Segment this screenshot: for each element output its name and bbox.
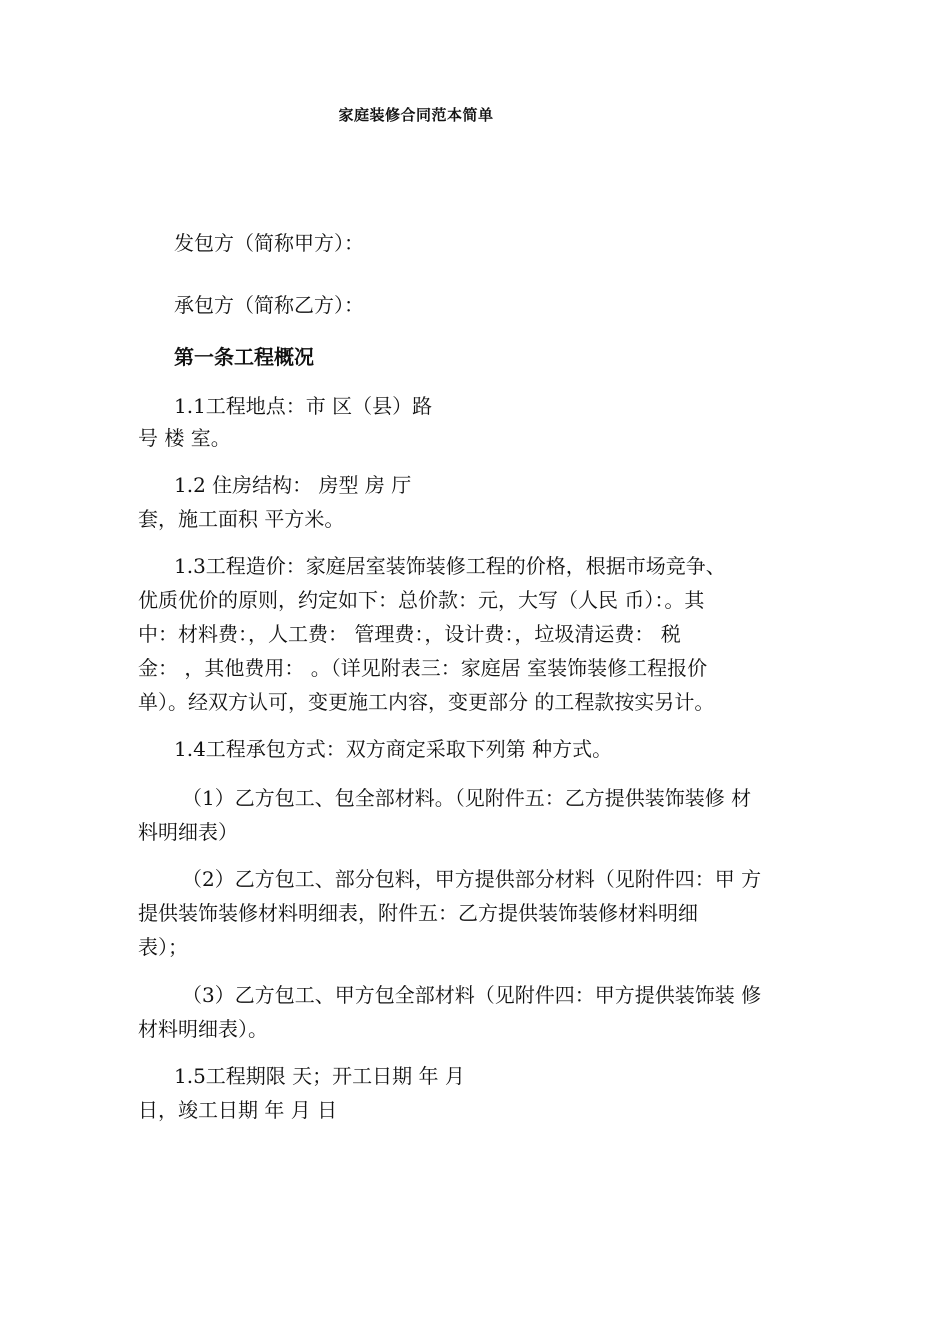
section-1-4-line-1: 1.4工程承包方式：双方商定采取下列第 种方式。 [174, 737, 613, 761]
option-1-line-2: 料明细表） [138, 820, 238, 844]
option-2-line-1: （2）乙方包工、部分包料，甲方提供部分材料（见附件四：甲 方 [182, 867, 762, 891]
party-b-line: 承包方（简称乙方）： [174, 293, 364, 317]
section-1-3-line-1: 1.3工程造价：家庭居室装饰装修工程的价格，根据市场竞争、 [174, 554, 726, 578]
party-a-line: 发包方（简称甲方）： [174, 231, 364, 255]
section-1-5-line-1: 1.5工程期限 天；开工日期 年 月 [174, 1064, 465, 1088]
section-1-1-line-2: 号 楼 室。 [138, 426, 231, 450]
section-1-3-line-3: 中：材料费：，人工费： 管理费：，设计费：，垃圾清运费： 税 [138, 622, 681, 646]
section-1-2-line-1: 1.2 住房结构： 房型 房 厅 [174, 473, 412, 497]
section-1-1-line-1: 1.1工程地点：市 区（县）路 [174, 394, 433, 418]
option-3-line-2: 材料明细表）。 [138, 1017, 268, 1041]
option-3-line-1: （3）乙方包工、甲方包全部材料（见附件四：甲方提供装饰装 修 [182, 983, 762, 1007]
section-1-3-line-4: 金： ，其他费用： 。（详见附表三：家庭居 室装饰装修工程报价 [138, 656, 708, 680]
option-2-line-2: 提供装饰装修材料明细表，附件五：乙方提供装饰装修材料明细 [138, 901, 698, 925]
section-1-3-line-5: 单）。经双方认可，变更施工内容，变更部分 的工程款按实另计。 [138, 690, 715, 714]
section-1-3-line-2: 优质优价的原则，约定如下：总价款：元，大写（人民 币）：。其 [138, 588, 705, 612]
option-1-line-1: （1）乙方包工、包全部材料。（见附件五：乙方提供装饰装修 材 [182, 786, 752, 810]
article-1-heading: 第一条工程概况 [174, 345, 314, 369]
option-2-line-3: 表）； [138, 935, 188, 959]
section-1-5-line-2: 日，竣工日期 年 月 日 [138, 1098, 338, 1122]
document-title: 家庭装修合同范本简单 [338, 106, 494, 124]
section-1-2-line-2: 套，施工面积 平方米。 [138, 507, 345, 531]
